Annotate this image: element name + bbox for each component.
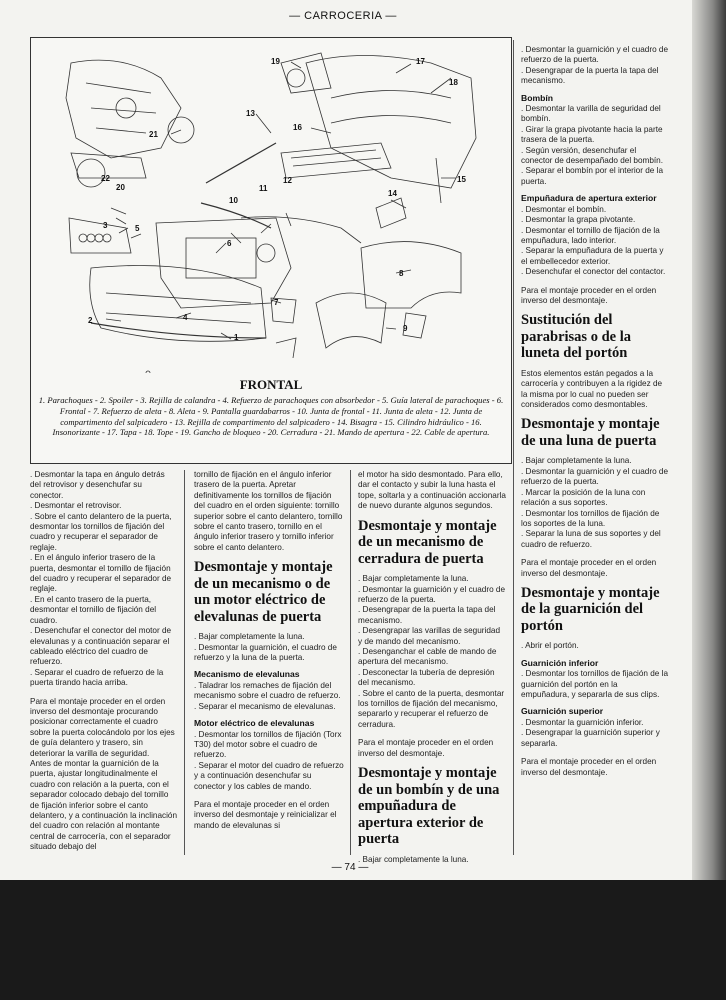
subheading: Mecanismo de elevalunas	[194, 669, 300, 680]
scan-background	[0, 880, 726, 1000]
callout-10: 10	[229, 196, 238, 205]
paragraph: . Bajar completamente la luna.	[194, 632, 305, 642]
paragraph: . Según versión, desenchufar el conector de desempañado del bombín.	[521, 145, 664, 166]
section-header: — CARROCERIA —	[289, 10, 397, 22]
paragraph: . Separar la luna de sus soportes y del cuadro de refuerzo.	[521, 529, 661, 549]
paragraph: Antes de montar la guarnición de la puerta, ajustar longitudinalmente el cuadro con relación a la puerta, con el separador colocado debajo del tornillo de fijación inferior sobre el canto delantero, y a continuación la inclinación del cuadro con relación al montante central de carrocería, con el separador situado debajo del	[30, 758, 178, 852]
text-column-2	[194, 470, 344, 831]
subheading: Empuñadura de apertura exterior	[521, 193, 657, 204]
callout-11: 11	[259, 184, 268, 193]
section-heading: Desmontaje y montaje de un bombín y de una empuñadura de apertura exterior de puerta	[358, 765, 500, 848]
subheading: Bombín	[521, 92, 553, 103]
paragraph: . Desmontar la guarnición, el cuadro de refuerzo y la luna de la puerta.	[194, 642, 337, 663]
paragraph: Para el montaje proceder en el orden inverso del desmontaje y reinicializar el mando de elevalunas si	[194, 799, 337, 830]
paragraph: . Desengrapar las varillas de seguridad y de mando del mecanismo.	[358, 626, 500, 646]
paragraph: . Bajar completamente la luna.	[358, 574, 469, 584]
figure-title: FRONTAL	[239, 377, 303, 392]
callout-21: 21	[149, 130, 158, 139]
callout-9: 9	[403, 324, 408, 333]
paragraph: . Desmontar el bombín.	[521, 204, 607, 214]
section-heading: Desmontaje y montaje de un mecanismo o de un motor eléctrico de elevalunas de puerta	[194, 559, 333, 625]
paragraph: . Desmontar la guarnición y el cuadro de refuerzo de la puerta.	[358, 584, 505, 604]
paragraph: . Separar el bombín por el interior de la puerta.	[521, 166, 663, 186]
paragraph: . Abrir el portón.	[521, 641, 579, 651]
callout-16: 16	[293, 123, 302, 132]
callout-4: 4	[183, 313, 188, 322]
callout-12: 12	[283, 176, 292, 185]
paragraph: . Separar el mecanismo de elevalunas.	[194, 701, 336, 711]
paragraph: . Girar la grapa pivotante hacia la parte trasera de la puerta.	[521, 124, 663, 145]
callout-5: 5	[135, 224, 140, 233]
column-rule	[350, 470, 351, 855]
paragraph: . Desmontar la guarnición y el cuadro de refuerzo de la puerta.	[521, 466, 668, 487]
paragraph: Para el montaje proceder en el orden inverso del desmontaje procurando posicionar correctamente el cuadro sobre la puerta colocándolo por los ejes de guía delantero y trasero, sin deteriorar la varilla de seguridad.	[30, 696, 175, 758]
paragraph: . Desmontar los tornillos de fijación (Torx T30) del motor sobre el cuadro de refuerzo.	[194, 729, 342, 760]
paragraph: . En el canto trasero de la puerta, desmontar el tornillo de fijación del cuadro.	[30, 594, 157, 625]
paragraph: . Desconectar la tubería de depresión del mecanismo.	[358, 667, 495, 688]
callout-3: 3	[103, 221, 108, 230]
paragraph: . Separar el cuadro de refuerzo de la puerta tirando hacia arriba.	[30, 667, 164, 688]
paragraph: . Desenganchar el cable de mando de apertura del mecanismo.	[358, 646, 497, 667]
paragraph: . Desmontar la grapa pivotante.	[521, 215, 636, 225]
paragraph: . Desengrapar de la puerta la tapa del mecanismo.	[358, 605, 496, 625]
page-edge-shadow	[692, 0, 726, 880]
subheading: Guarnición inferior	[521, 657, 599, 668]
callout-1: 1	[234, 333, 239, 342]
subheading: Motor eléctrico de elevalunas	[194, 718, 315, 729]
text-column-4	[521, 45, 668, 778]
front-body-exploded-drawing	[31, 38, 511, 373]
paragraph: . Bajar completamente la luna.	[358, 854, 469, 864]
callout-18: 18	[449, 78, 458, 87]
paragraph: . Desmontar la guarnición inferior.	[521, 717, 644, 727]
callout-20: 20	[116, 183, 125, 192]
paragraph: . Desmontar el retrovisor.	[30, 501, 122, 511]
callout-2: 2	[88, 316, 93, 325]
exploded-view-figure	[30, 37, 512, 464]
callout-19: 19	[271, 57, 280, 66]
text-column-1	[30, 470, 177, 853]
paragraph: . Desmontar los tornillos de fijación de la guarnición del portón en la empuñadura, y separarla de sus clips.	[521, 669, 668, 700]
paragraph: . En el ángulo inferior trasero de la puerta, desmontar el tornillo de fijación del cuadro y recuperar el separador de reglaje.	[30, 553, 172, 594]
callout-6: 6	[227, 239, 232, 248]
callout-8: 8	[399, 269, 404, 278]
paragraph: . Desenchufar el conector del contactor.	[521, 267, 666, 277]
column-rule	[513, 40, 514, 855]
callout-17: 17	[416, 57, 425, 66]
paragraph: . Desmontar la varilla de seguridad del bombín.	[521, 104, 661, 124]
paragraph: . Desmontar el tornillo de fijación de la empuñadura, lado interior.	[521, 225, 660, 245]
paragraph: tornillo de fijación en el ángulo inferior trasero de la puerta. Apretar definitivamente los tornillos de fijación del cuadro en el orden siguiente: tornillo superior sobre el canto delantero, tornillo sobre el canto trasero, tornillo en el ángulo inferior trasero y tornillo inferior sobre el canto delantero.	[194, 470, 343, 552]
section-heading: Desmontaje y montaje de una luna de puerta	[521, 416, 660, 449]
page-number: — 74 —	[331, 862, 369, 873]
paragraph: Para el montaje proceder en el orden inverso del desmontaje.	[358, 738, 494, 758]
paragraph: Para el montaje proceder en el orden inverso del desmontaje.	[521, 558, 657, 578]
text-column-3	[358, 470, 506, 865]
paragraph: . Desmontar los tornillos de fijación de los soportes de la luna.	[521, 508, 660, 528]
paragraph: Estos elementos están pegados a la carrocería y contribuyen a la rigidez de la misma por lo cual no pueden ser considerados como desmontables.	[521, 368, 663, 410]
callout-22: 22	[101, 174, 110, 183]
subheading: Guarnición superior	[521, 706, 604, 717]
section-heading: Desmontaje y montaje de la guarnición del portón	[521, 584, 660, 634]
paragraph: . Desmontar la tapa en ángulo detrás del retrovisor y desenchufar su conector.	[30, 470, 165, 500]
paragraph: . Marcar la posición de la luna con relación a sus soportes.	[521, 487, 646, 508]
paragraph: . Separar el motor del cuadro de refuerzo y a continuación desenchufar su conector y los cables de mando.	[194, 760, 344, 791]
callout-14: 14	[388, 189, 397, 198]
section-heading: Sustitución del parabrisas o de la luneta del portón	[521, 312, 631, 362]
callout-13: 13	[246, 109, 255, 118]
paragraph: . Separar la empuñadura de la puerta y el embellecedor exterior.	[521, 246, 664, 266]
paragraph: . Desmontar la guarnición y el cuadro de refuerzo de la puerta.	[521, 45, 668, 65]
paragraph: . Bajar completamente la luna.	[521, 456, 632, 466]
figure-caption: 1. Parachoques - 2. Spoiler - 3. Rejilla de calandra - 4. Refuerzo de parachoques con absorbedor - 5. Guía lateral de parachoques - 6. Frontal - 7. Refuerzo de aleta - 8. Aleta - 9. Pantalla guardabarros - 10. Junta de frontal - 11. Junta de aleta - 12. Junta de compartimento del salpicadero - 13. Rejilla de compartimento del salpicadero - 14. Bisagra - 15. Cilindro hidráulico - 16. Insonorizante - 17. Tapa - 18. Tope - 19. Gancho de bloqueo - 20. Cerradura - 21. Mando de apertura - 22. Cable de apertura.	[38, 395, 504, 438]
column-rule	[184, 470, 185, 855]
callout-15: 15	[457, 175, 466, 184]
paragraph: . Sobre el canto de la puerta, desmontar los tornillos de fijación del mecanismo, separarlo y recuperar el refuerzo de cerradura.	[358, 688, 505, 729]
paragraph: . Desengrapar la guarnición superior y separarla.	[521, 728, 660, 748]
paragraph: . Sobre el canto delantero de la puerta, desmontar los tornillos de fijación del cuadro y recuperar el separador de reglaje.	[30, 511, 172, 552]
paragraph: . Taladrar los remaches de fijación del mecanismo sobre el cuadro de refuerzo.	[194, 680, 341, 701]
paragraph: . Desenchufar el conector del motor de elevalunas y a continuación separar el cableado eléctrico del cuadro de refuerzo.	[30, 626, 172, 667]
section-heading: Desmontaje y montaje de un mecanismo de cerradura de puerta	[358, 517, 497, 567]
callout-7: 7	[274, 298, 279, 307]
paragraph: Para el montaje proceder en el orden inverso del desmontaje.	[521, 285, 657, 305]
paragraph: Para el montaje proceder en el orden inverso del desmontaje.	[521, 757, 657, 777]
paragraph: el motor ha sido desmontado. Para ello, dar el contacto y subir la luna hasta el tope, soltarla y a continuación accionarla de nuevo durante algunos segundos.	[358, 470, 506, 511]
paragraph: . Desengrapar de la puerta la tapa del mecanismo.	[521, 65, 659, 86]
